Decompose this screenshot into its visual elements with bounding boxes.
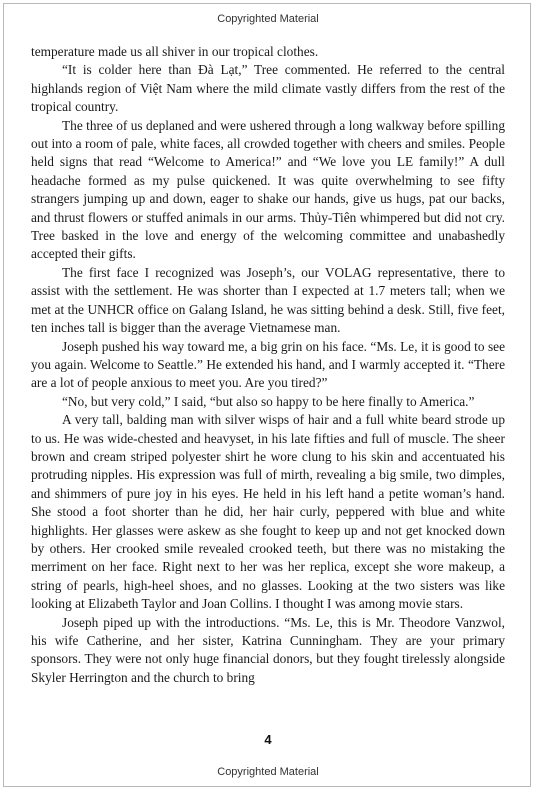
copyright-banner-top: Copyrighted Material (217, 13, 319, 25)
paragraph-7: A very tall, balding man with silver wisps of hair and a full white beard strode up to us. He was wide-chested and heavyset, in his late fifties and full of muscle. The sheer brown and cream striped polyester shirt he wore clung to his skin and accentuated his protruding nipples. His expression was full of mirth, revealing a big smile, two dimples, and shimmers of pure joy in his eyes. He held in his left hand a petite woman’s hand. She stood a foot shorter than he did, her hair curly, peppered with blue and white highlights. Her glasses were askew as she fought to keep up and not get knocked down by others. Her crooked smile revealed crooked teeth, but there was no mistaking the merriment on her face. Right next to her was her replica, except she wore makeup, a string of pearls, high-heel shoes, and no glasses. Looking at the two sisters was like looking at Elizabeth Taylor and Joan Collins. I thought I was among movie stars. (31, 412, 505, 612)
paragraph-2: “It is colder here than Đà Lạt,” Tree commented. He referred to the central highlands region of Việt Nam where the mild climate vastly differs from the rest of the tropical country. (31, 62, 505, 115)
paragraph-1: temperature made us all shiver in our tropical clothes. (31, 44, 319, 59)
body-text (31, 43, 505, 687)
paragraph-3: The three of us deplaned and were ushered through a long walkway before spilling out into a room of pale, white faces, all crowded together with cheers and smiles. People held signs that read “Welcome to America!” and “We love you LE family!” A dull headache formed as my pulse quickened. It was quite overwhelming to see fifty strangers jumping up and down, eager to shake our hands, give us hugs, pat our backs, and thrust flowers or stuffed animals in our arms. Thủy-Tiên whimpered but did not cry. Tree basked in the love and energy of the welcoming committee and unabashedly accepted their gifts. (31, 117, 505, 262)
paragraph-8: Joseph piped up with the introductions. “Ms. Le, this is Mr. Theodore Vanzwol, his wife Catherine, and her sister, Katrina Cunningham. They are your primary sponsors. They were not only huge financial donors, but they fought tirelessly alongside Skyler Herrington and the church to bring (31, 614, 505, 685)
paragraph-6: “No, but very cold,” I said, “but also so happy to be here finally to America.” (62, 393, 475, 409)
page-number: 4 (264, 732, 272, 747)
paragraph-4: The first face I recognized was Joseph’s, our VOLAG representative, there to assist with the settlement. He was shorter than I expected at 1.7 meters tall; when we met at the UNHCR office on Galang Island, he was sitting behind a desk. Still, five feet, ten inches tall is bigger than the average Vietnamese man. (31, 264, 505, 336)
copyright-banner-bottom: Copyrighted Material (217, 766, 319, 778)
paragraph-5: Joseph pushed his way toward me, a big grin on his face. “Ms. Le, it is good to see you again. Welcome to Seattle.” He extended his hand, and I warmly accepted it. “There are a lot of people anxious to meet you. Are you tired?” (31, 338, 505, 391)
